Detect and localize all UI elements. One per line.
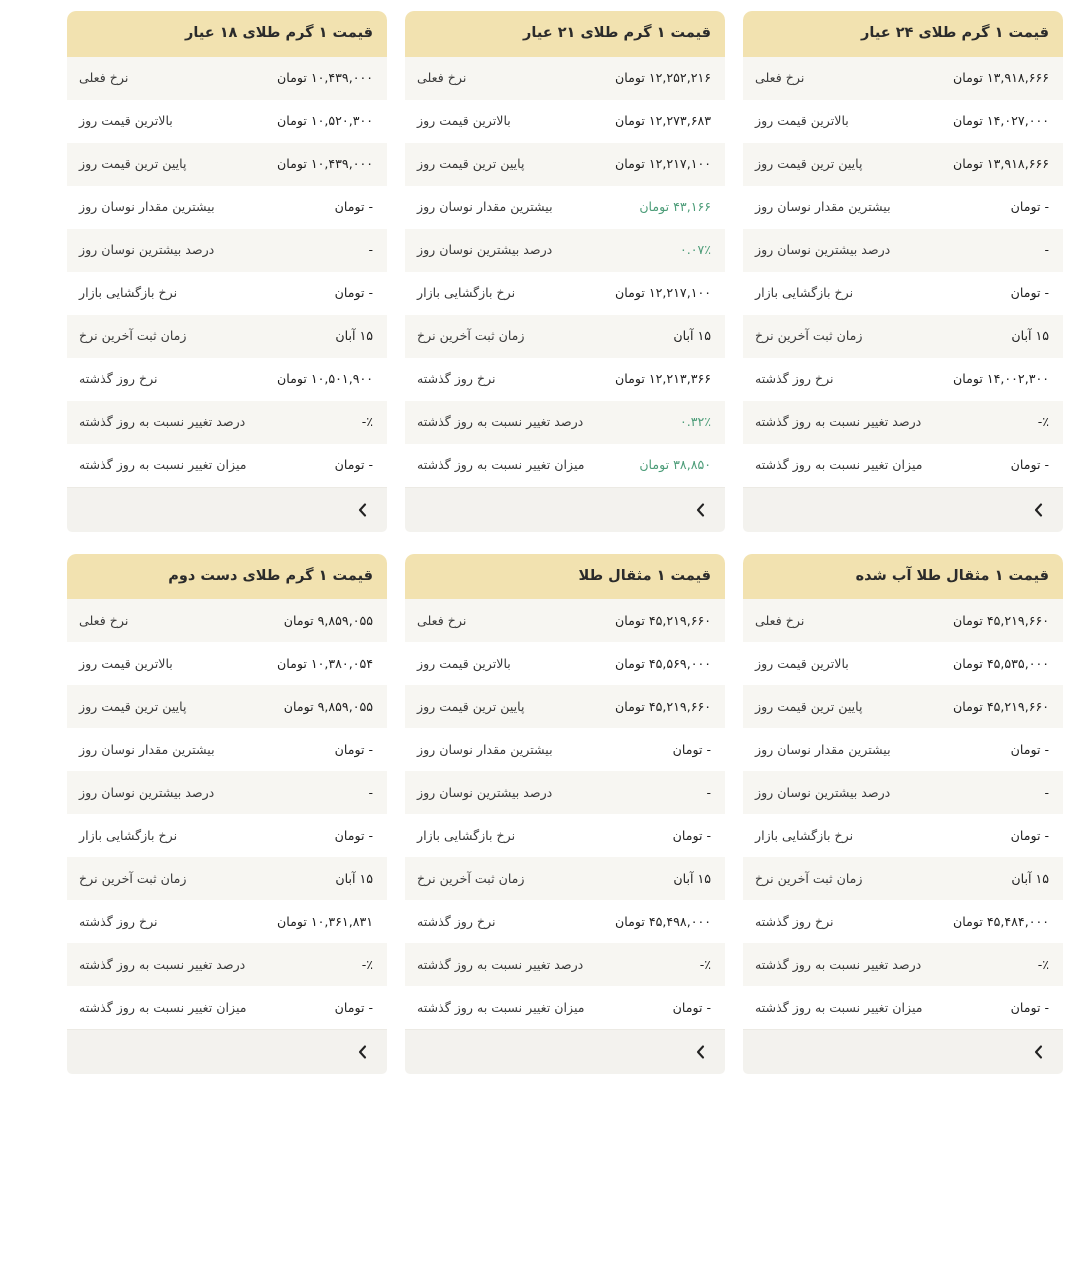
price-row: [405, 900, 725, 943]
price-row-value: -: [1044, 784, 1049, 800]
price-row-value: - تومان: [1010, 999, 1049, 1015]
price-row-label: زمان ثبت آخرین نرخ: [79, 328, 187, 344]
price-card-title: قیمت ۱ گرم طلای ۲۴ عیار: [743, 11, 1063, 57]
price-row: [743, 943, 1063, 986]
price-row-value: -: [368, 784, 373, 800]
price-row-value: - تومان: [672, 827, 711, 843]
price-row-label: بالاترین قیمت روز: [79, 655, 173, 671]
price-row-value: ۱۵ آبان: [1011, 328, 1049, 344]
price-row-value: ۱۰,۵۰۱,۹۰۰ تومان: [277, 371, 373, 387]
price-row-label: نرخ فعلی: [417, 70, 467, 86]
price-row-value: ۱۲,۲۱۷,۱۰۰ تومان: [615, 285, 711, 301]
price-row: [67, 401, 387, 444]
price-row-label: درصد تغییر نسبت به روز گذشته: [79, 956, 246, 972]
price-row-label: بالاترین قیمت روز: [755, 113, 849, 129]
price-row-label: میزان تغییر نسبت به روز گذشته: [755, 457, 923, 473]
price-row-label: نرخ روز گذشته: [755, 371, 834, 387]
price-cards-grid: [12, 11, 1063, 1074]
price-row-label: زمان ثبت آخرین نرخ: [417, 328, 525, 344]
price-card-title: قیمت ۱ گرم طلای دست دوم: [67, 554, 387, 600]
price-card-footer[interactable]: [743, 487, 1063, 532]
price-row-value: ۴۵,۵۳۵,۰۰۰ تومان: [953, 655, 1049, 671]
price-row-value: ۱۵ آبان: [1011, 870, 1049, 886]
price-row-label: درصد تغییر نسبت به روز گذشته: [417, 414, 584, 430]
price-row-value: - تومان: [672, 999, 711, 1015]
price-row-value: -٪: [1037, 956, 1049, 972]
price-row-value: -٪: [1037, 414, 1049, 430]
price-row-label: پایین ترین قیمت روز: [79, 698, 187, 714]
price-row: [743, 900, 1063, 943]
price-card-footer[interactable]: [743, 1029, 1063, 1074]
price-row-label: نرخ بازگشایی بازار: [417, 285, 516, 301]
price-card-1: [405, 11, 725, 532]
price-row-value: - تومان: [334, 457, 373, 473]
price-row-value: ۱۵ آبان: [673, 328, 711, 344]
price-row-label: میزان تغییر نسبت به روز گذشته: [79, 457, 247, 473]
chevron-left-icon[interactable]: [1031, 1044, 1047, 1060]
price-card-footer[interactable]: [67, 487, 387, 532]
price-row: [67, 272, 387, 315]
price-row-label: میزان تغییر نسبت به روز گذشته: [417, 999, 585, 1015]
price-row: [405, 857, 725, 900]
price-row-value: ۱۰,۵۲۰,۳۰۰ تومان: [277, 113, 373, 129]
price-row-label: بالاترین قیمت روز: [417, 655, 511, 671]
price-row: [743, 401, 1063, 444]
price-row: [743, 814, 1063, 857]
price-row-value: ۳۸,۸۵۰ تومان: [639, 457, 711, 473]
price-row-label: بیشترین مقدار نوسان روز: [417, 199, 553, 215]
price-card-4: [405, 554, 725, 1075]
price-row-label: بیشترین مقدار نوسان روز: [755, 199, 891, 215]
price-row: [67, 186, 387, 229]
price-row-value: - تومان: [1010, 741, 1049, 757]
price-card-2: [67, 11, 387, 532]
price-row: [743, 143, 1063, 186]
price-row-label: نرخ بازگشایی بازار: [755, 285, 854, 301]
price-row-label: نرخ روز گذشته: [417, 913, 496, 929]
price-row: [67, 57, 387, 100]
price-row-value: ۴۵,۲۱۹,۶۶۰ تومان: [615, 698, 711, 714]
price-row-label: نرخ روز گذشته: [755, 913, 834, 929]
price-card-footer[interactable]: [67, 1029, 387, 1074]
price-row: [743, 358, 1063, 401]
price-row: [67, 599, 387, 642]
price-row: [405, 143, 725, 186]
price-row-label: زمان ثبت آخرین نرخ: [417, 870, 525, 886]
price-rows: [743, 599, 1063, 1029]
price-row: [405, 272, 725, 315]
price-row: [405, 728, 725, 771]
price-row: [405, 229, 725, 272]
price-row-value: ۰.۰۷٪: [679, 242, 711, 258]
price-row-label: بالاترین قیمت روز: [755, 655, 849, 671]
price-row-value: ۱۲,۲۵۲,۲۱۶ تومان: [615, 70, 711, 86]
price-row: [743, 771, 1063, 814]
price-row-value: ۱۳,۹۱۸,۶۶۶ تومان: [953, 156, 1049, 172]
price-row-label: درصد بیشترین نوسان روز: [417, 242, 553, 258]
price-row: [405, 186, 725, 229]
price-row: [405, 685, 725, 728]
price-row-value: - تومان: [1010, 285, 1049, 301]
price-row-value: ۴۵,۲۱۹,۶۶۰ تومان: [953, 612, 1049, 628]
price-row-value: - تومان: [334, 285, 373, 301]
price-row-label: نرخ روز گذشته: [79, 913, 158, 929]
price-card-5: [67, 554, 387, 1075]
price-row: [405, 315, 725, 358]
price-row-label: درصد بیشترین نوسان روز: [79, 784, 215, 800]
price-row: [743, 728, 1063, 771]
price-row-value: ۹,۸۵۹,۰۵۵ تومان: [283, 698, 373, 714]
price-row: [67, 900, 387, 943]
price-row-value: ۱۰,۴۳۹,۰۰۰ تومان: [277, 70, 373, 86]
price-row-label: درصد تغییر نسبت به روز گذشته: [755, 956, 922, 972]
price-row-value: ۴۵,۴۸۴,۰۰۰ تومان: [953, 913, 1049, 929]
price-row: [405, 100, 725, 143]
price-row: [405, 599, 725, 642]
price-row-label: درصد بیشترین نوسان روز: [79, 242, 215, 258]
price-row: [67, 986, 387, 1029]
price-row: [743, 229, 1063, 272]
chevron-left-icon[interactable]: [355, 1044, 371, 1060]
chevron-left-icon[interactable]: [693, 502, 709, 518]
price-row-value: ۱۲,۲۷۳,۶۸۳ تومان: [615, 113, 711, 129]
price-row-label: نرخ فعلی: [417, 612, 467, 628]
price-row-value: ۱۰,۳۸۰,۰۵۴ تومان: [277, 655, 373, 671]
price-row: [67, 143, 387, 186]
price-card-0: [743, 11, 1063, 532]
price-row-value: ۱۵ آبان: [673, 870, 711, 886]
price-row-label: پایین ترین قیمت روز: [755, 698, 863, 714]
price-row-value: - تومان: [1010, 457, 1049, 473]
price-row: [743, 857, 1063, 900]
price-row-label: نرخ بازگشایی بازار: [79, 285, 178, 301]
price-row-label: بیشترین مقدار نوسان روز: [79, 741, 215, 757]
price-row: [743, 444, 1063, 487]
price-row-label: نرخ بازگشایی بازار: [79, 827, 178, 843]
price-row: [67, 943, 387, 986]
price-card-title: قیمت ۱ مثقال طلا آب شده: [743, 554, 1063, 600]
price-row-label: نرخ بازگشایی بازار: [417, 827, 516, 843]
price-row: [743, 599, 1063, 642]
price-row-label: درصد بیشترین نوسان روز: [755, 242, 891, 258]
price-row-value: - تومان: [1010, 827, 1049, 843]
price-row: [67, 771, 387, 814]
price-row-label: نرخ فعلی: [755, 70, 805, 86]
price-row-label: پایین ترین قیمت روز: [417, 156, 525, 172]
price-row: [743, 272, 1063, 315]
price-row-value: ۱۵ آبان: [335, 870, 373, 886]
price-rows: [743, 57, 1063, 487]
price-row: [405, 771, 725, 814]
price-row-value: ۱۰,۴۳۹,۰۰۰ تومان: [277, 156, 373, 172]
price-row-value: -٪: [361, 414, 373, 430]
price-card-title: قیمت ۱ گرم طلای ۱۸ عیار: [67, 11, 387, 57]
price-row: [405, 814, 725, 857]
price-card-footer[interactable]: [405, 487, 725, 532]
price-row-label: بیشترین مقدار نوسان روز: [755, 741, 891, 757]
price-rows: [67, 599, 387, 1029]
price-row-value: ۱۴,۰۲۷,۰۰۰ تومان: [953, 113, 1049, 129]
price-row: [405, 444, 725, 487]
price-row-label: پایین ترین قیمت روز: [79, 156, 187, 172]
price-row: [67, 642, 387, 685]
price-row-label: زمان ثبت آخرین نرخ: [755, 870, 863, 886]
price-row-label: نرخ روز گذشته: [417, 371, 496, 387]
price-row-label: بیشترین مقدار نوسان روز: [79, 199, 215, 215]
price-row: [405, 57, 725, 100]
price-row-value: -: [706, 784, 711, 800]
price-row-label: نرخ بازگشایی بازار: [755, 827, 854, 843]
price-row-label: بالاترین قیمت روز: [417, 113, 511, 129]
price-row-label: زمان ثبت آخرین نرخ: [79, 870, 187, 886]
price-row-value: - تومان: [672, 741, 711, 757]
price-row-value: ۴۳,۱۶۶ تومان: [639, 199, 711, 215]
chevron-left-icon[interactable]: [355, 502, 371, 518]
price-row-label: درصد بیشترین نوسان روز: [417, 784, 553, 800]
price-rows: [405, 599, 725, 1029]
price-row: [67, 358, 387, 401]
price-row: [743, 57, 1063, 100]
price-row: [405, 943, 725, 986]
price-row-value: ۴۵,۴۹۸,۰۰۰ تومان: [615, 913, 711, 929]
price-row-label: نرخ فعلی: [755, 612, 805, 628]
price-row: [67, 229, 387, 272]
price-row-value: - تومان: [334, 999, 373, 1015]
chevron-left-icon[interactable]: [1031, 502, 1047, 518]
price-row: [405, 358, 725, 401]
price-row-label: میزان تغییر نسبت به روز گذشته: [79, 999, 247, 1015]
price-row: [67, 100, 387, 143]
price-row: [67, 444, 387, 487]
price-row-value: ۱۲,۲۱۷,۱۰۰ تومان: [615, 156, 711, 172]
price-row-value: ۱۰,۳۶۱,۸۳۱ تومان: [277, 913, 373, 929]
price-row-value: - تومان: [334, 199, 373, 215]
price-row-value: ۴۵,۵۶۹,۰۰۰ تومان: [615, 655, 711, 671]
price-card-footer[interactable]: [405, 1029, 725, 1074]
price-row: [405, 986, 725, 1029]
price-row: [743, 986, 1063, 1029]
price-row-value: - تومان: [334, 741, 373, 757]
price-row-label: میزان تغییر نسبت به روز گذشته: [755, 999, 923, 1015]
price-row: [67, 685, 387, 728]
price-row: [743, 642, 1063, 685]
price-row-label: میزان تغییر نسبت به روز گذشته: [417, 457, 585, 473]
price-row-label: نرخ فعلی: [79, 612, 129, 628]
price-row: [67, 728, 387, 771]
price-row-label: بالاترین قیمت روز: [79, 113, 173, 129]
price-card-3: [743, 554, 1063, 1075]
price-row: [67, 315, 387, 358]
price-row-value: - تومان: [1010, 199, 1049, 215]
chevron-left-icon[interactable]: [693, 1044, 709, 1060]
price-row-value: ۱۴,۰۰۲,۳۰۰ تومان: [953, 371, 1049, 387]
price-row-label: درصد بیشترین نوسان روز: [755, 784, 891, 800]
price-row-label: زمان ثبت آخرین نرخ: [755, 328, 863, 344]
price-row-value: -: [368, 242, 373, 258]
price-row-label: بیشترین مقدار نوسان روز: [417, 741, 553, 757]
price-card-title: قیمت ۱ گرم طلای ۲۱ عیار: [405, 11, 725, 57]
price-row-value: ۱۲,۲۱۳,۳۶۶ تومان: [615, 371, 711, 387]
price-rows: [67, 57, 387, 487]
price-row: [743, 186, 1063, 229]
price-row: [405, 642, 725, 685]
price-row-value: -٪: [361, 956, 373, 972]
price-row: [405, 401, 725, 444]
price-row-label: پایین ترین قیمت روز: [755, 156, 863, 172]
price-row-value: -: [1044, 242, 1049, 258]
price-row-label: نرخ فعلی: [79, 70, 129, 86]
price-row-label: درصد تغییر نسبت به روز گذشته: [79, 414, 246, 430]
price-row: [67, 814, 387, 857]
price-row-label: پایین ترین قیمت روز: [417, 698, 525, 714]
price-row-label: درصد تغییر نسبت به روز گذشته: [755, 414, 922, 430]
price-row: [743, 100, 1063, 143]
price-row-value: ۰.۳۲٪: [679, 414, 711, 430]
price-row-value: ۱۳,۹۱۸,۶۶۶ تومان: [953, 70, 1049, 86]
price-row-label: نرخ روز گذشته: [79, 371, 158, 387]
price-rows: [405, 57, 725, 487]
price-row-value: ۱۵ آبان: [335, 328, 373, 344]
price-card-title: قیمت ۱ مثقال طلا: [405, 554, 725, 600]
price-row: [743, 315, 1063, 358]
price-row-value: -٪: [699, 956, 711, 972]
price-row: [67, 857, 387, 900]
price-row-label: درصد تغییر نسبت به روز گذشته: [417, 956, 584, 972]
price-row-value: ۹,۸۵۹,۰۵۵ تومان: [283, 612, 373, 628]
price-row: [743, 685, 1063, 728]
price-row-value: - تومان: [334, 827, 373, 843]
price-row-value: ۴۵,۲۱۹,۶۶۰ تومان: [953, 698, 1049, 714]
price-row-value: ۴۵,۲۱۹,۶۶۰ تومان: [615, 612, 711, 628]
